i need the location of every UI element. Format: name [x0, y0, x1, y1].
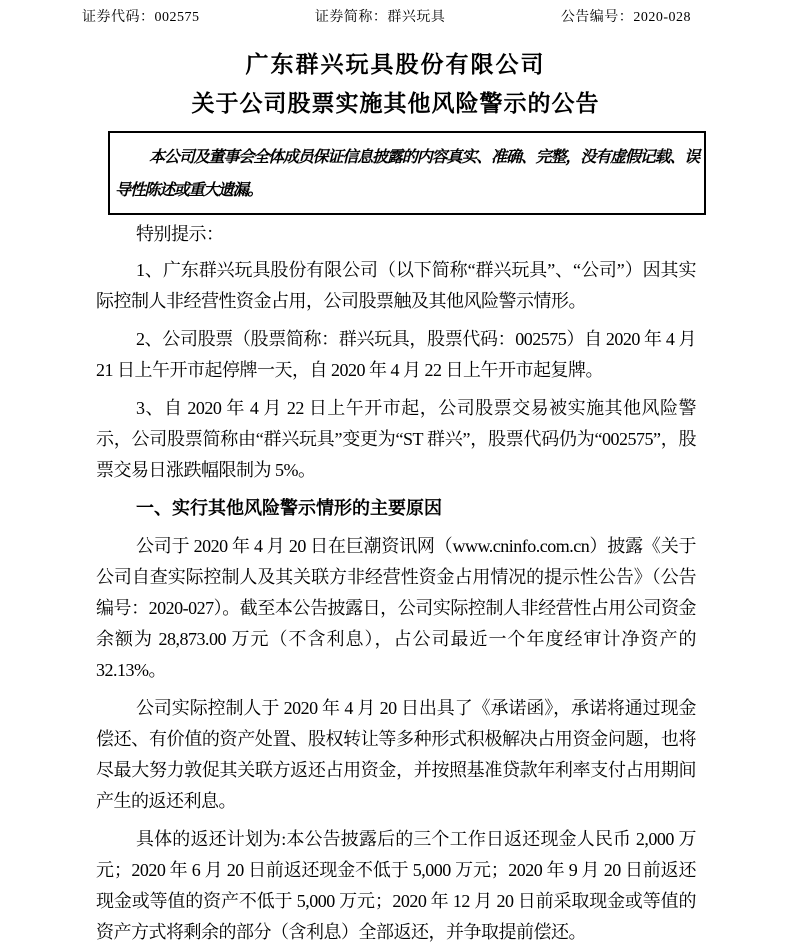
- section-1-heading: 一、实行其他风险警示情形的主要原因: [136, 498, 442, 518]
- special-note-item-2: 2、公司股票（股票简称：群兴玩具，股票代码：002575）自 2020 年 4 月 21 日上午开市起停牌一天，自 2020 年 4 月 22 日上午开市起复牌。: [96, 329, 696, 380]
- document-body: [0, 219, 791, 948]
- stock-abbr-item: [315, 9, 446, 27]
- stock-abbr-label: 证券简称：: [314, 10, 388, 25]
- company-name-title: 广东群兴玩具股份有限公司: [245, 51, 546, 77]
- stock-code-label: 证券代码：: [82, 10, 155, 25]
- document-header: [0, 0, 791, 27]
- stock-code-item: [82, 9, 200, 27]
- stock-abbr-value: 群兴玩具: [387, 10, 446, 25]
- special-note-item-1: 1、广东群兴玩具股份有限公司（以下简称“群兴玩具”、“公司”）因其实际控制人非经营性资金占用，公司股票触及其他风险警示情形。: [96, 260, 696, 311]
- disclaimer-box: [108, 131, 706, 215]
- announcement-no-value: 2020-028: [633, 10, 691, 25]
- announcement-no-label: 公告编号：: [560, 10, 634, 25]
- disclaimer-text: 本公司及董事会全体成员保证信息披露的内容真实、准确、完整，没有虚假记载、误导性陈述或重大遗漏。: [115, 149, 699, 199]
- announcement-no-item: [561, 9, 691, 27]
- special-note-label: 特别提示：: [136, 224, 224, 244]
- section-1-paragraph-3: 具体的返还计划为:本公告披露后的三个工作日返还现金人民币 2,000 万元；2020 年 6 月 20 日前返还现金不低于 5,000 万元；2020 年 9 月 20 日前返还现金或等值的资产不低于 5,000 万元；2020 年 12 月 20 日前采取现金或等值的资产方式将剩余的部分（含利息）全部返还，并争取提前偿还。: [96, 829, 696, 942]
- stock-code-value: 002575: [154, 10, 200, 25]
- section-1-paragraph-1: 公司于 2020 年 4 月 20 日在巨潮资讯网（www.cninfo.com.cn）披露《关于公司自查实际控制人及其关联方非经营性资金占用情况的提示性公告》（公告编号：2020-027）。截至本公告披露日，公司实际控制人非经营性占用公司资金余额为 28,873.00 万元（不含利息），占公司最近一个年度经审计净资产的 32.13%。: [96, 536, 696, 680]
- special-note-item-3: 3、自 2020 年 4 月 22 日上午开市起，公司股票交易被实施其他风险警示，公司股票简称由“群兴玩具”变更为“ST 群兴”，股票代码仍为“002575”，股票交易日涨跌幅限制为 5%。: [96, 398, 696, 480]
- section-1-paragraph-2: 公司实际控制人于 2020 年 4 月 20 日出具了《承诺函》，承诺将通过现金偿还、有价值的资产处置、股权转让等多种形式积极解决占用资金问题，也将尽最大努力敦促其关联方返还占用资金，并按照基准贷款年利率支付占用期间产生的返还利息。: [96, 698, 696, 811]
- announcement-title: 关于公司股票实施其他风险警示的公告: [191, 90, 600, 116]
